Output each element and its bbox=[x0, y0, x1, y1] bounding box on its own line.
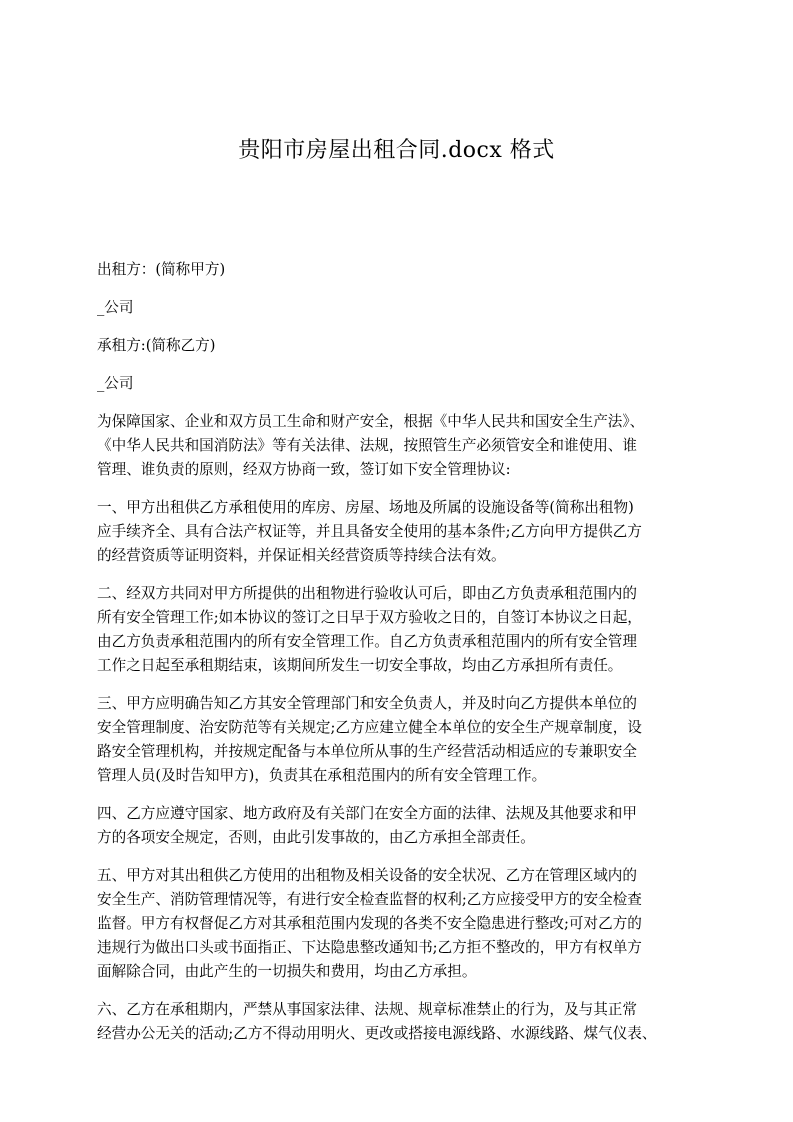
text-line: 管理、谁负责的原则，经双方协商一致，签订如下安全管理协议: bbox=[97, 461, 511, 478]
text-line: _公司 bbox=[97, 375, 134, 392]
lessee-company bbox=[97, 372, 709, 396]
text-line: 面解除合同，由此产生的一切损失和费用，均由乙方承担。 bbox=[97, 963, 477, 980]
text-line: 六、乙方在承租期内，严禁从事国家法律、法规、规章标准禁止的行为，及与其正常 bbox=[97, 1001, 637, 1018]
text-line: 经营办公无关的活动;乙方不得动用明火、更改或搭接电源线路、水源线路、煤气仪表、 bbox=[97, 1025, 657, 1042]
clause-2 bbox=[97, 582, 709, 678]
text-line: 所有安全管理工作;如本协议的签订之日早于双方验收之日的，自签订本协议之日起， bbox=[97, 609, 642, 626]
text-line: 工作之日起至承租期结束，该期间所发生一切安全事故，均由乙方承担所有责任。 bbox=[97, 657, 623, 674]
document-title: 贵阳市房屋出租合同.docx 格式 bbox=[238, 138, 555, 163]
text-line: 监督。甲方有权督促乙方对其承租范围内发现的各类不安全隐患进行整改;可对乙方的 bbox=[97, 915, 642, 932]
text-line: 管理人员(及时告知甲方)，负责其在承租范围内的所有安全管理工作。 bbox=[97, 767, 547, 784]
clause-1 bbox=[97, 496, 709, 568]
text-line: 三、甲方应明确告知乙方其安全管理部门和安全负责人，并及时向乙方提供本单位的 bbox=[97, 695, 637, 712]
clause-3 bbox=[97, 692, 709, 788]
text-line: _公司 bbox=[97, 299, 134, 316]
lessor-company bbox=[97, 296, 709, 320]
text-line: 四、乙方应遵守国家、地方政府及有关部门在安全方面的法律、法规及其他要求和甲 bbox=[97, 805, 637, 822]
text-line: 安全生产、消防管理情况等，有进行安全检查监督的权利;乙方应接受甲方的安全检查 bbox=[97, 891, 642, 908]
text-line: 一、甲方出租供乙方承租使用的库房、房屋、场地及所属的设施设备等(简称出租物) bbox=[97, 499, 634, 516]
preamble-paragraph bbox=[97, 410, 709, 482]
text-line: 方的各项安全规定，否则，由此引发事故的，由乙方承担全部责任。 bbox=[97, 829, 535, 846]
text-line: 承租方:(简称乙方) bbox=[97, 337, 216, 354]
text-line: 出租方：(简称甲方) bbox=[97, 261, 226, 278]
text-line: 违规行为做出口头或书面指正、下达隐患整改通知书;乙方拒不整改的，甲方有权单方 bbox=[97, 939, 642, 956]
text-line: 《中华人民共和国消防法》等有关法律、法规，按照管生产必须管安全和谁使用、谁 bbox=[97, 437, 637, 454]
lessee-label bbox=[97, 334, 709, 358]
text-line: 应手续齐全、具有合法产权证等，并且具备安全使用的基本条件;乙方向甲方提供乙方 bbox=[97, 523, 642, 540]
text-line: 为保障国家、企业和双方员工生命和财产安全，根据《中华人民共和国安全生产法》、 bbox=[97, 413, 645, 430]
text-line: 二、经双方共同对甲方所提供的出租物进行验收认可后，即由乙方负责承租范围内的 bbox=[97, 585, 637, 602]
text-line: 由乙方负责承租范围内的所有安全管理工作。自乙方负责承租范围内的所有安全管理 bbox=[97, 633, 637, 650]
document-body bbox=[97, 258, 709, 1060]
text-line: 安全管理制度、治安防范等有关规定;乙方应建立健全本单位的安全生产规章制度，设 bbox=[97, 719, 642, 736]
clause-6 bbox=[97, 998, 709, 1046]
clause-5 bbox=[97, 864, 709, 984]
text-line: 的经营资质等证明资料，并保证相关经营资质等持续合法有效。 bbox=[97, 547, 506, 564]
text-line: 路安全管理机构，并按规定配备与本单位所从事的生产经营活动相适应的专兼职安全 bbox=[97, 743, 637, 760]
text-line: 五、甲方对其出租供乙方使用的出租物及相关设备的安全状况、乙方在管理区域内的 bbox=[97, 867, 637, 884]
clause-4 bbox=[97, 802, 709, 850]
lessor-label bbox=[97, 258, 709, 282]
